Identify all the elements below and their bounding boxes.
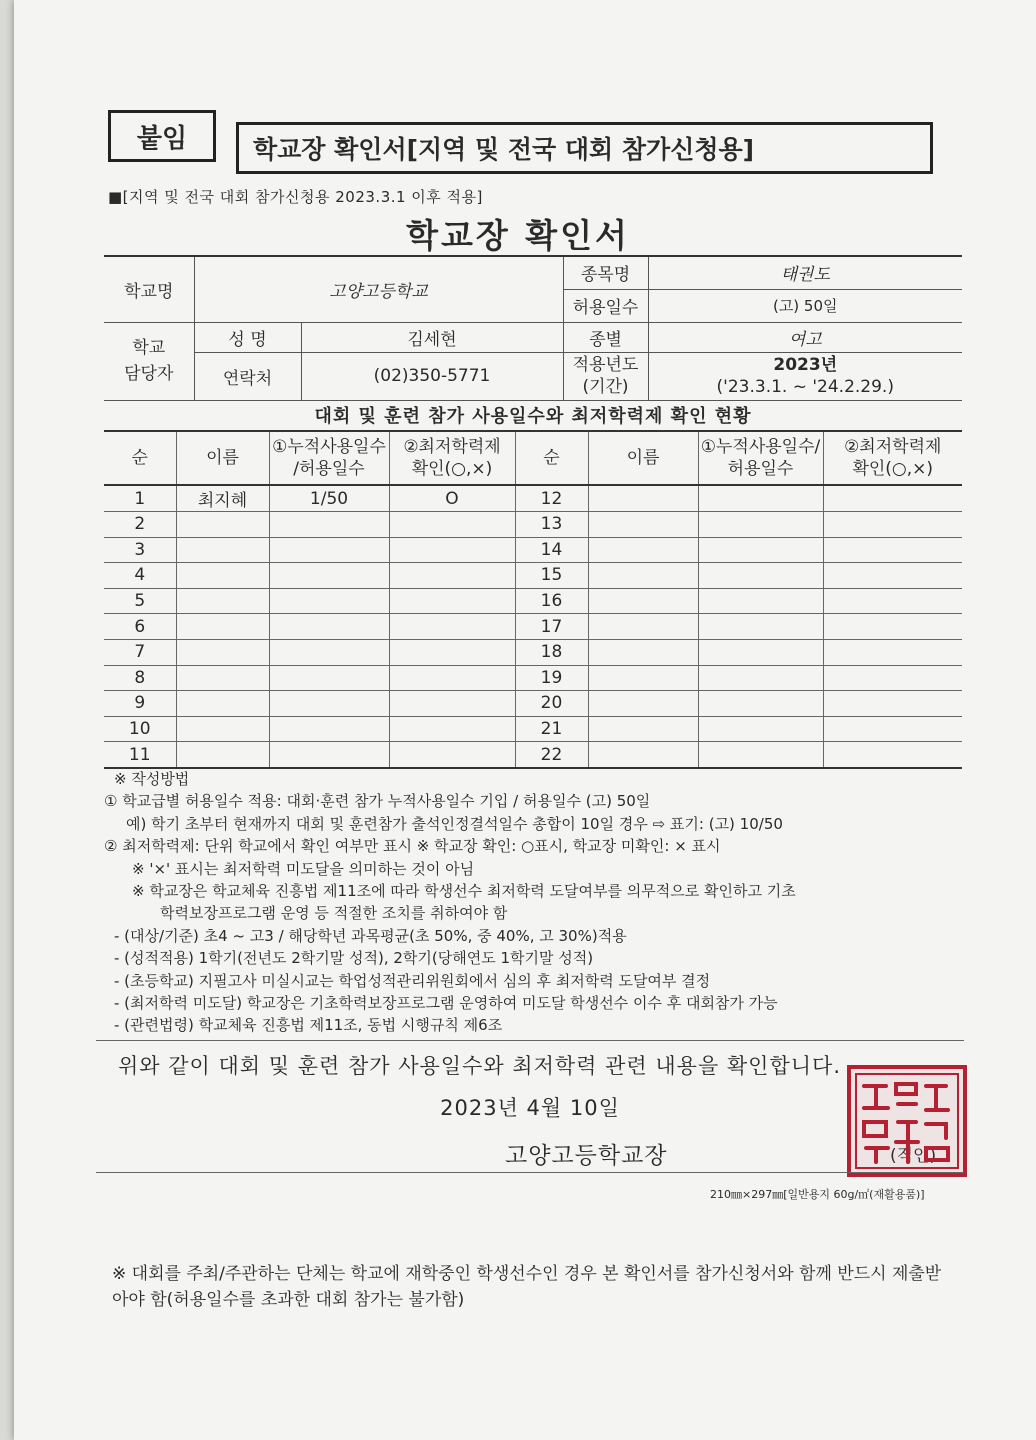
type-label: 종별 xyxy=(563,322,648,352)
table-row xyxy=(104,512,962,538)
row-days xyxy=(269,537,389,563)
empty-cell xyxy=(823,639,962,665)
row-no: 1 xyxy=(104,485,176,512)
empty-cell xyxy=(588,665,698,691)
empty-cell xyxy=(823,485,962,512)
row-no-right: 14 xyxy=(515,537,588,563)
empty-cell xyxy=(588,485,698,512)
note-line: ※ '×' 표시는 최저학력 미도달을 의미하는 것이 아님 xyxy=(132,859,475,878)
empty-cell xyxy=(823,563,962,589)
note-line: 학력보장프로그램 운영 등 적절한 조치를 취하여야 함 xyxy=(160,904,508,923)
year-cell xyxy=(648,352,962,400)
empty-cell xyxy=(698,588,823,614)
contact-value: (02)350-5771 xyxy=(301,352,563,400)
col-no-right: 순 xyxy=(515,431,588,485)
main-title: 학교장 확인서 xyxy=(406,216,630,255)
row-no-right: 17 xyxy=(515,614,588,640)
empty-cell xyxy=(698,691,823,717)
row-days: 1/50 xyxy=(269,485,389,512)
empty-cell xyxy=(698,563,823,589)
paper-spec: 210㎜×297㎜[일반용지 60g/㎡(재활용품)] xyxy=(710,1188,925,1201)
info-table xyxy=(104,255,962,401)
official-seal-icon xyxy=(846,1064,970,1180)
table-row xyxy=(104,614,962,640)
table-row xyxy=(104,742,962,768)
note-line: ※ 작성방법 xyxy=(114,770,190,788)
row-name xyxy=(176,563,269,589)
row-days xyxy=(269,716,389,742)
table-row xyxy=(104,588,962,614)
row-name xyxy=(176,639,269,665)
note-line: - (관련법령) 학교체육 진흥법 제11조, 동법 시행규칙 제6조 xyxy=(114,1016,503,1035)
note-line: - (성적적용) 1학기(전년도 2학기말 성적), 2학기(당해연도 1학기말 성적) xyxy=(114,949,594,968)
col-no: 순 xyxy=(104,431,176,485)
empty-cell xyxy=(823,742,962,768)
empty-cell xyxy=(588,537,698,563)
issue-date: 2023년 4월 10일 xyxy=(440,1096,620,1120)
school-value: 고양고등학교 xyxy=(194,256,563,322)
note-line: 예) 학기 초부터 현재까지 대회 및 훈련참가 출석인정결석일수 총합이 10일 경우 ⇨ 표기: (고) 10/50 xyxy=(126,814,783,833)
col-days-right: ①누적사용일수/ 허용일수 xyxy=(698,431,823,485)
row-check: O xyxy=(389,485,515,512)
row-name xyxy=(176,665,269,691)
period-value: ('23.3.1. ~ '24.2.29.) xyxy=(716,377,894,397)
empty-cell xyxy=(588,742,698,768)
name-label: 성 명 xyxy=(194,322,301,352)
writing-instructions xyxy=(104,768,974,1037)
row-name xyxy=(176,537,269,563)
row-no: 8 xyxy=(104,665,176,691)
row-check xyxy=(389,716,515,742)
status-table-header xyxy=(104,431,962,485)
row-days xyxy=(269,563,389,589)
row-no: 3 xyxy=(104,537,176,563)
empty-cell xyxy=(823,665,962,691)
row-days xyxy=(269,512,389,538)
row-check xyxy=(389,537,515,563)
empty-cell xyxy=(823,691,962,717)
row-check xyxy=(389,742,515,768)
contact-label: 연락처 xyxy=(194,352,301,400)
empty-cell xyxy=(588,588,698,614)
row-days xyxy=(269,614,389,640)
empty-cell xyxy=(588,691,698,717)
col-name-right: 이름 xyxy=(588,431,698,485)
row-days xyxy=(269,639,389,665)
row-name xyxy=(176,691,269,717)
row-name: 최지혜 xyxy=(176,485,269,512)
row-no-right: 13 xyxy=(515,512,588,538)
school-label: 학교명 xyxy=(104,256,194,322)
empty-cell xyxy=(823,512,962,538)
note-line: ※ 학교장은 학교체육 진흥법 제11조에 따라 학생선수 최저학력 도달여부를 의무적으로 확인하고 기초 xyxy=(132,882,796,901)
table-row xyxy=(104,691,962,717)
col-days: ①누적사용일수 /허용일수 xyxy=(269,431,389,485)
row-no: 6 xyxy=(104,614,176,640)
allowed-days-label: 허용일수 xyxy=(563,289,648,322)
table-row xyxy=(104,716,962,742)
row-no-right: 19 xyxy=(515,665,588,691)
divider xyxy=(96,1172,964,1173)
empty-cell xyxy=(698,512,823,538)
row-no: 9 xyxy=(104,691,176,717)
empty-cell xyxy=(823,716,962,742)
empty-cell xyxy=(698,537,823,563)
document-heading: 학교장 확인서[지역 및 전국 대회 참가신청용] xyxy=(236,122,933,174)
row-check xyxy=(389,691,515,717)
row-no: 11 xyxy=(104,742,176,768)
row-no-right: 21 xyxy=(515,716,588,742)
row-no: 10 xyxy=(104,716,176,742)
note-line: ① 학교급별 허용일수 적용: 대회·훈련 참가 누적사용일수 기입 / 허용일수 (고) 50일 xyxy=(104,792,651,811)
row-no: 5 xyxy=(104,588,176,614)
year-value: 2023년 xyxy=(773,355,838,375)
applicability-note: ■[지역 및 전국 대회 참가신청용 2023.3.1 이후 적용] xyxy=(108,188,483,206)
row-no: 7 xyxy=(104,639,176,665)
empty-cell xyxy=(588,614,698,640)
empty-cell xyxy=(698,716,823,742)
table-row xyxy=(104,537,962,563)
empty-cell xyxy=(698,665,823,691)
empty-cell xyxy=(823,537,962,563)
table-row xyxy=(104,665,962,691)
year-label: 적용년도 (기간) xyxy=(563,352,648,400)
note-line: ② 최저학력제: 단위 학교에서 확인 여부만 표시 ※ 학교장 확인: ○표시, 학교장 미확인: × 표시 xyxy=(104,837,721,856)
divider xyxy=(96,1040,964,1041)
principal-signature: 고양고등학교장 xyxy=(505,1143,668,1169)
name-value: 김세현 xyxy=(301,322,563,352)
row-no-right: 15 xyxy=(515,563,588,589)
attachment-tag: 붙임 xyxy=(108,110,216,162)
table-row xyxy=(104,485,962,512)
empty-cell xyxy=(588,716,698,742)
col-check-right: ②최저학력제 확인(○,×) xyxy=(823,431,962,485)
row-days xyxy=(269,665,389,691)
empty-cell xyxy=(588,639,698,665)
row-no: 2 xyxy=(104,512,176,538)
empty-cell xyxy=(698,485,823,512)
manager-label: 학교 담당자 xyxy=(104,322,194,400)
note-line: - (대상/기준) 초4 ~ 고3 / 해당학년 과목평균(초 50%, 중 40%, 고 30%)적용 xyxy=(114,926,627,945)
confirmation-text: 위와 같이 대회 및 훈련 참가 사용일수와 최저학력 관련 내용을 확인합니다. xyxy=(118,1054,842,1078)
empty-cell xyxy=(588,563,698,589)
sport-value: 태권도 xyxy=(648,256,962,289)
empty-cell xyxy=(823,588,962,614)
row-days xyxy=(269,588,389,614)
row-no-right: 16 xyxy=(515,588,588,614)
row-no-right: 22 xyxy=(515,742,588,768)
row-name xyxy=(176,588,269,614)
col-name: 이름 xyxy=(176,431,269,485)
row-days xyxy=(269,742,389,768)
row-check xyxy=(389,563,515,589)
sport-label: 종목명 xyxy=(563,256,648,289)
empty-cell xyxy=(588,512,698,538)
row-no-right: 20 xyxy=(515,691,588,717)
row-name xyxy=(176,614,269,640)
empty-cell xyxy=(823,614,962,640)
row-check xyxy=(389,512,515,538)
row-no: 4 xyxy=(104,563,176,589)
table-row xyxy=(104,563,962,589)
note-line: - (최저학력 미도달) 학교장은 기초학력보장프로그램 운영하여 미도달 학생선수 이수 후 대회참가 가능 xyxy=(114,994,778,1013)
row-check xyxy=(389,639,515,665)
row-check xyxy=(389,614,515,640)
row-check xyxy=(389,588,515,614)
row-days xyxy=(269,691,389,717)
submission-note: ※ 대회를 주최/주관하는 단체는 학교에 재학중인 학생선수인 경우 본 확인서를 참가신청서와 함께 반드시 제출받아야 함(허용일수를 초과한 대회 참가는 불가함) xyxy=(112,1264,942,1310)
note-line: - (초등학교) 지필고사 미실시교는 학업성적관리위원회에서 심의 후 최저학력 도달여부 결정 xyxy=(114,971,711,990)
row-name xyxy=(176,742,269,768)
row-check xyxy=(389,665,515,691)
row-no-right: 12 xyxy=(515,485,588,512)
empty-cell xyxy=(698,639,823,665)
empty-cell xyxy=(698,742,823,768)
row-name xyxy=(176,716,269,742)
allowed-days-value: (고) 50일 xyxy=(648,289,962,322)
empty-cell xyxy=(698,614,823,640)
col-check: ②최저학력제 확인(○,×) xyxy=(389,431,515,485)
row-name xyxy=(176,512,269,538)
status-heading: 대회 및 훈련 참가 사용일수와 최저학력제 확인 현황 xyxy=(314,406,752,427)
type-value: 여고 xyxy=(648,322,962,352)
table-row xyxy=(104,639,962,665)
row-no-right: 18 xyxy=(515,639,588,665)
status-table xyxy=(104,430,962,769)
